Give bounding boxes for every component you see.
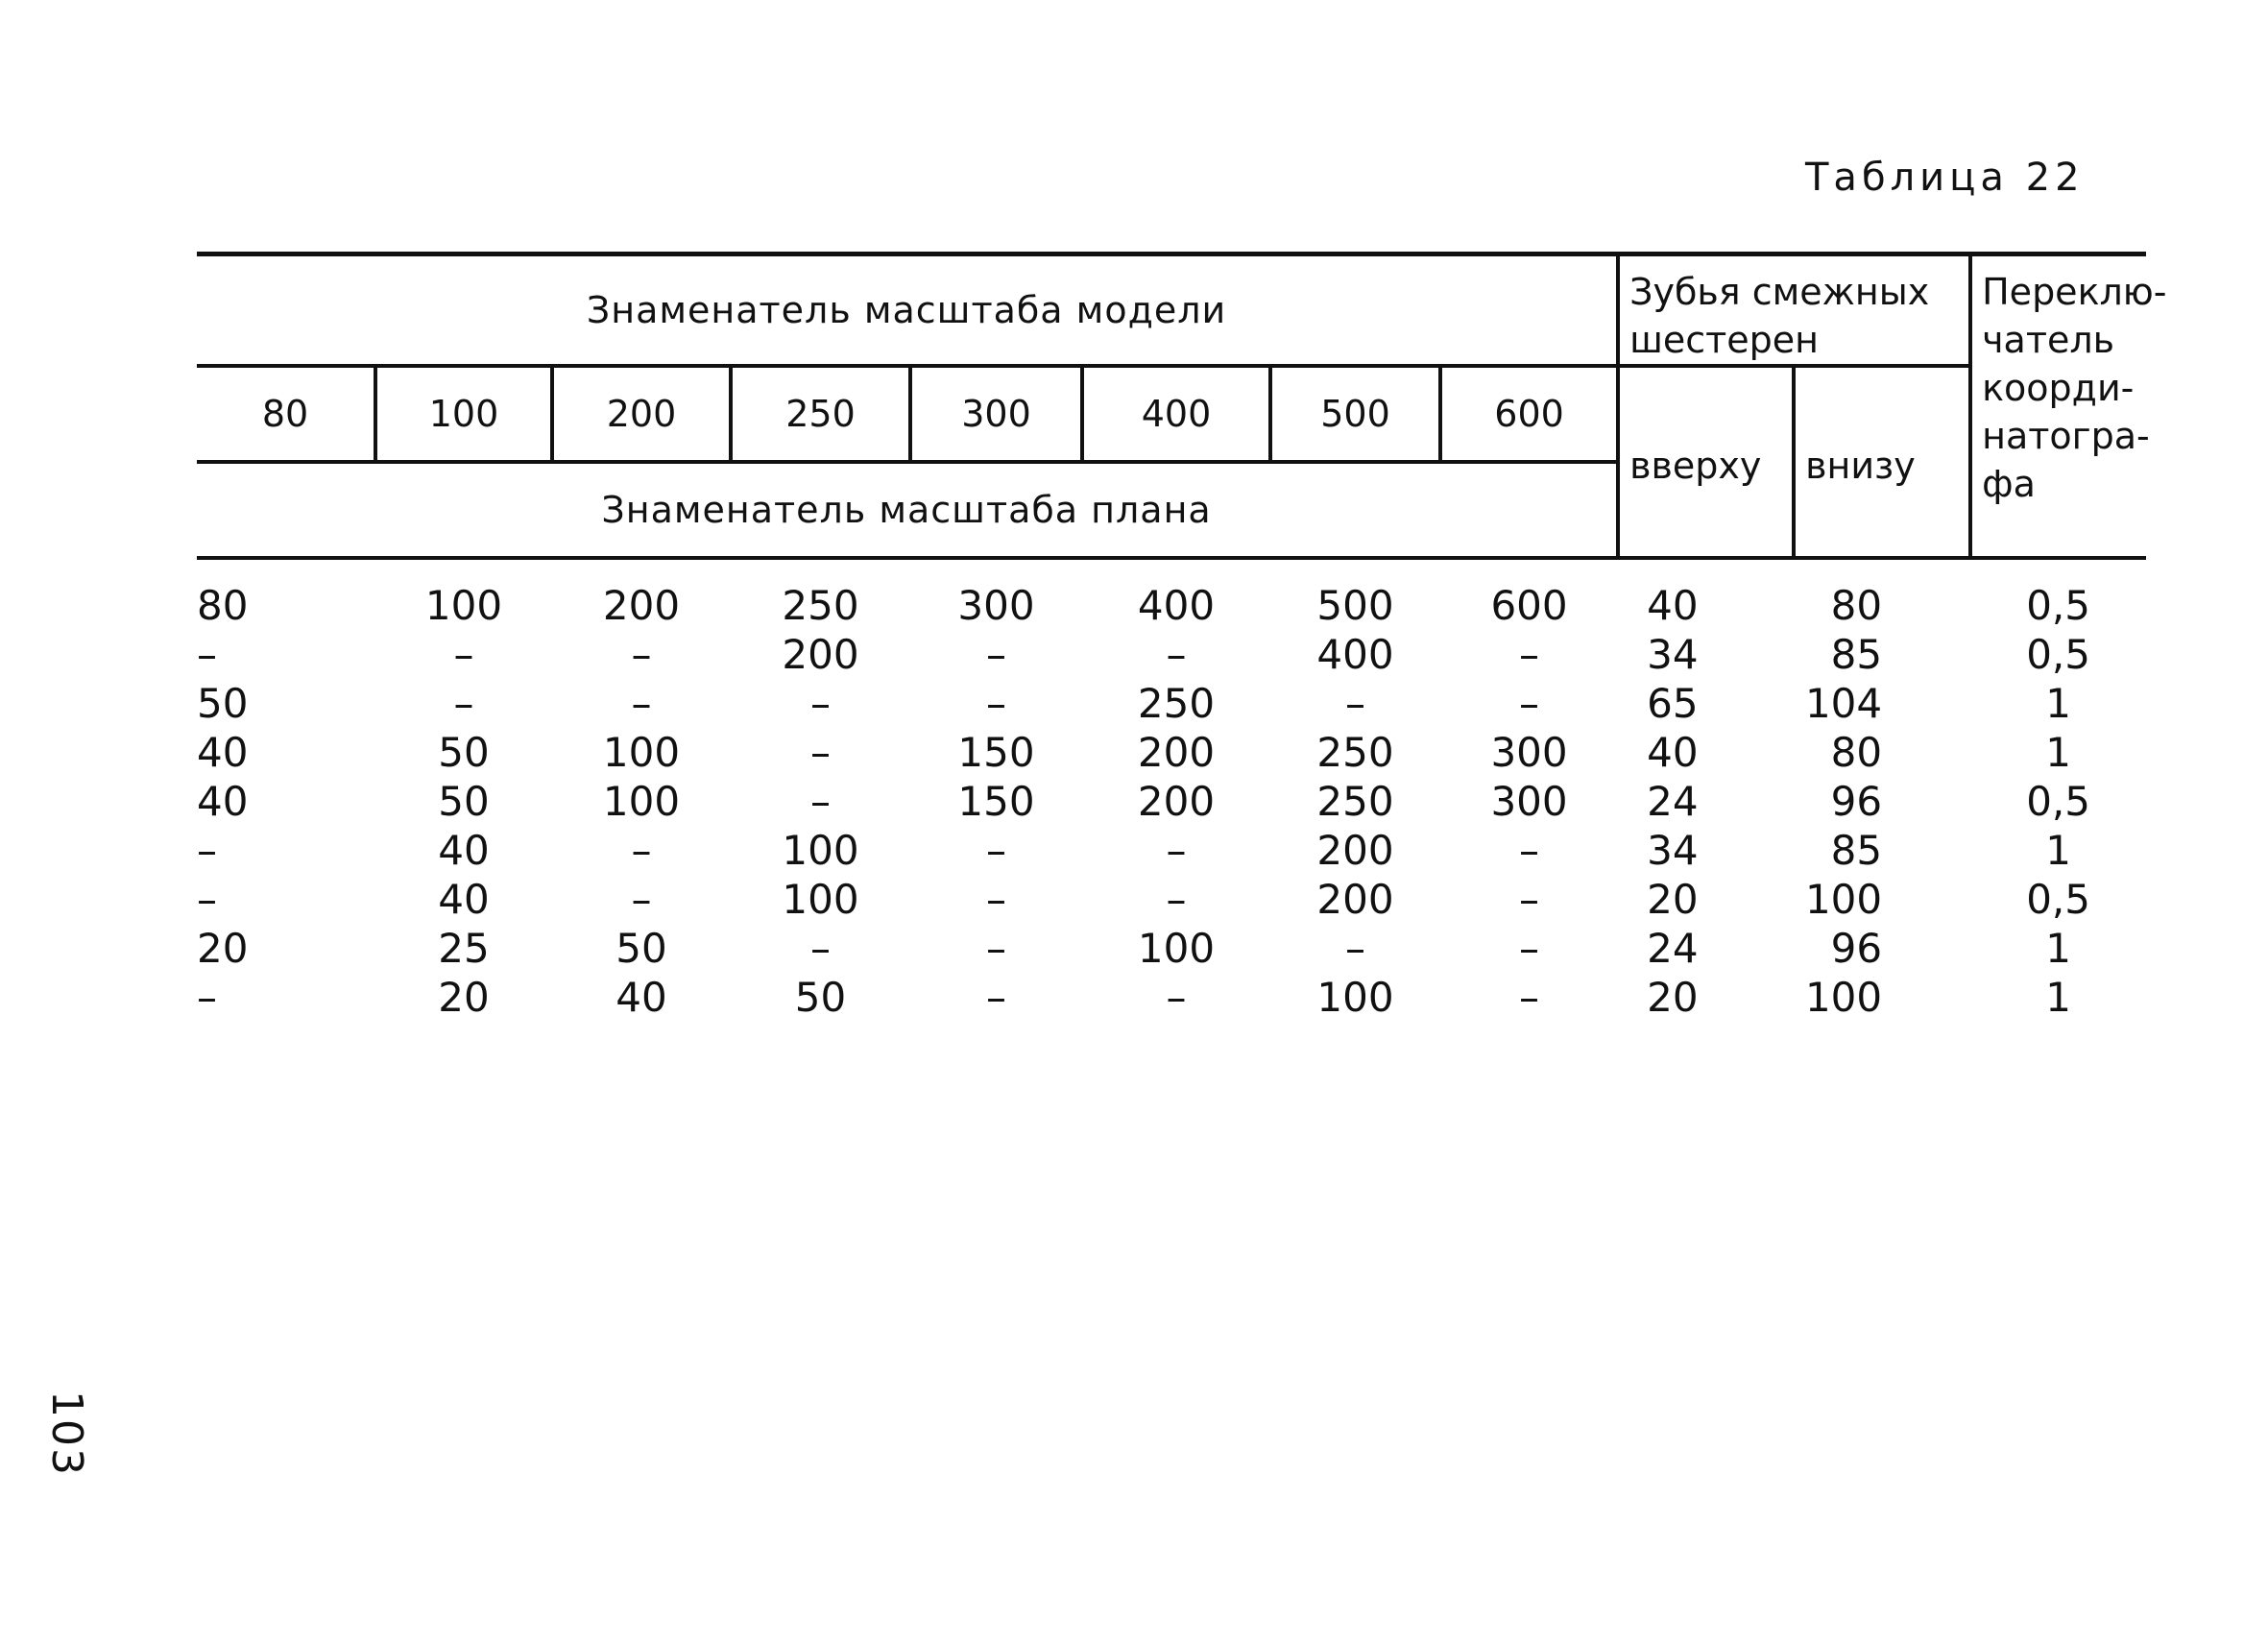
table-cell: 300	[1490, 778, 1568, 825]
model-scale-cell: 100	[375, 366, 552, 462]
table-cell: –	[1519, 876, 1540, 923]
table-cell: 150	[957, 778, 1035, 825]
teeth-top-header	[1618, 366, 1794, 558]
table-cell: –	[1166, 876, 1187, 923]
table-cell: 250	[1137, 680, 1216, 727]
table-cell: 400	[1137, 582, 1216, 629]
table-row	[197, 973, 2146, 1022]
model-scale-header: Знаменатель масштаба модели	[197, 254, 1618, 367]
table-cell: 20	[1647, 876, 1699, 923]
table-cell: 104	[1804, 680, 1883, 727]
table-cell: 80	[1830, 729, 1883, 776]
table-cell: 1	[2045, 925, 2071, 972]
model-scale-cell: 500	[1270, 366, 1440, 462]
table-cell: 100	[1316, 974, 1394, 1021]
table-cell: –	[453, 680, 474, 727]
table-cell: 100	[602, 778, 681, 825]
table-row	[197, 728, 2146, 777]
teeth-bottom-label: внизу	[1805, 445, 1916, 487]
table-cell: 40	[197, 729, 249, 776]
table-cell: 40	[197, 778, 249, 825]
table-cell: 65	[1647, 680, 1699, 727]
table-row	[197, 826, 2146, 875]
table-cell: 1	[2045, 827, 2071, 874]
table-cell: –	[453, 631, 474, 678]
table-cell: –	[810, 925, 831, 972]
table-cell: 20	[1647, 974, 1699, 1021]
table-caption: Таблица 22	[1805, 156, 2085, 200]
table-cell: 96	[1830, 925, 1883, 972]
table-cell: 34	[1647, 827, 1699, 874]
table-cell: –	[197, 974, 217, 1021]
table-cell: –	[986, 876, 1006, 923]
gear-teeth-header: Зубья смежных шестерен	[1618, 254, 1970, 367]
table-cell: –	[986, 974, 1006, 1021]
table-cell: 250	[1316, 729, 1394, 776]
table-cell: 200	[602, 582, 681, 629]
table-cell: –	[631, 680, 652, 727]
table-cell: 100	[1804, 974, 1883, 1021]
table-cell: 50	[438, 729, 490, 776]
table-cell: 80	[197, 582, 249, 629]
table-cell: 250	[1316, 778, 1394, 825]
table-cell: 0,5	[2026, 876, 2090, 923]
teeth-bottom-header	[1794, 366, 1970, 558]
switch-header: Переклю- чатель коорди- натогра- фа	[1970, 254, 2146, 559]
table-cell: 250	[782, 582, 859, 629]
table-cell: 400	[1316, 631, 1394, 678]
table-cell: 1	[2045, 680, 2071, 727]
table-cell: 1	[2045, 729, 2071, 776]
table-cell: 20	[438, 974, 490, 1021]
table-cell: 85	[1830, 631, 1883, 678]
table-cell: 200	[1316, 876, 1394, 923]
table-row	[197, 875, 2146, 924]
table-cell: 100	[1804, 876, 1883, 923]
table-cell: –	[986, 827, 1006, 874]
table-cell: 20	[197, 925, 249, 972]
table-cell: –	[810, 778, 831, 825]
table-container	[197, 252, 2167, 1022]
table-cell: –	[986, 680, 1006, 727]
table-cell: 24	[1647, 925, 1699, 972]
table-cell: 100	[782, 876, 859, 923]
table-cell: –	[810, 680, 831, 727]
table-cell: 0,5	[2026, 631, 2090, 678]
table-row	[197, 679, 2146, 728]
table-cell: –	[1166, 827, 1187, 874]
table-cell: –	[631, 876, 652, 923]
table-cell: 40	[438, 876, 490, 923]
table-cell: 500	[1316, 582, 1394, 629]
table-cell: –	[1519, 925, 1540, 972]
table-cell: –	[197, 827, 217, 874]
model-scale-cell: 250	[731, 366, 910, 462]
table-cell: 200	[782, 631, 859, 678]
table-cell: 50	[794, 974, 847, 1021]
table-row	[197, 777, 2146, 826]
table-cell: 600	[1490, 582, 1568, 629]
table-cell: –	[631, 827, 652, 874]
table-cell: 50	[197, 680, 249, 727]
table-cell: 24	[1647, 778, 1699, 825]
table-cell: 300	[957, 582, 1035, 629]
table-row	[197, 924, 2146, 973]
table-cell: 50	[438, 778, 490, 825]
table-cell: –	[1519, 631, 1540, 678]
table-cell: 40	[1647, 729, 1699, 776]
table-cell: 0,5	[2026, 778, 2090, 825]
table-cell: 85	[1830, 827, 1883, 874]
table-cell: –	[1166, 974, 1187, 1021]
table-cell: 25	[438, 925, 490, 972]
teeth-top-label: вверху	[1629, 445, 1762, 487]
table-cell: 150	[957, 729, 1035, 776]
table-cell: 300	[1490, 729, 1568, 776]
table-cell: 100	[424, 582, 503, 629]
table-cell: 200	[1137, 778, 1216, 825]
table-cell: –	[1345, 925, 1365, 972]
table-cell: 40	[615, 974, 667, 1021]
model-scale-cell: 300	[910, 366, 1082, 462]
model-scale-cell: 600	[1440, 366, 1618, 462]
table-cell: –	[1345, 680, 1365, 727]
table-row	[197, 558, 2146, 630]
table-cell: –	[197, 876, 217, 923]
data-table	[197, 252, 2167, 1022]
table-cell: 0,5	[2026, 582, 2090, 629]
table-cell: 96	[1830, 778, 1883, 825]
table-cell: –	[986, 925, 1006, 972]
model-scale-cell: 200	[552, 366, 731, 462]
table-cell: –	[1519, 974, 1540, 1021]
table-cell: –	[631, 631, 652, 678]
model-scale-cell: 400	[1082, 366, 1270, 462]
table-cell: 80	[1830, 582, 1883, 629]
table-cell: 200	[1316, 827, 1394, 874]
table-cell: –	[986, 631, 1006, 678]
table-cell: 100	[1137, 925, 1216, 972]
table-cell: –	[197, 631, 217, 678]
table-cell: 34	[1647, 631, 1699, 678]
table-cell: 40	[438, 827, 490, 874]
page-number: 103	[42, 1390, 91, 1477]
table-cell: 100	[782, 827, 859, 874]
plan-scale-header: Знаменатель масштаба плана	[197, 462, 1618, 558]
table-row	[197, 630, 2146, 679]
table-cell: –	[1519, 827, 1540, 874]
model-scale-cell: 80	[197, 366, 375, 462]
table-cell: –	[1519, 680, 1540, 727]
table-cell: 50	[615, 925, 667, 972]
table-cell: –	[810, 729, 831, 776]
table-cell: –	[1166, 631, 1187, 678]
table-cell: 1	[2045, 974, 2071, 1021]
table-body	[197, 558, 2146, 1022]
table-cell: 200	[1137, 729, 1216, 776]
table-cell: 100	[602, 729, 681, 776]
table-cell: 40	[1647, 582, 1699, 629]
